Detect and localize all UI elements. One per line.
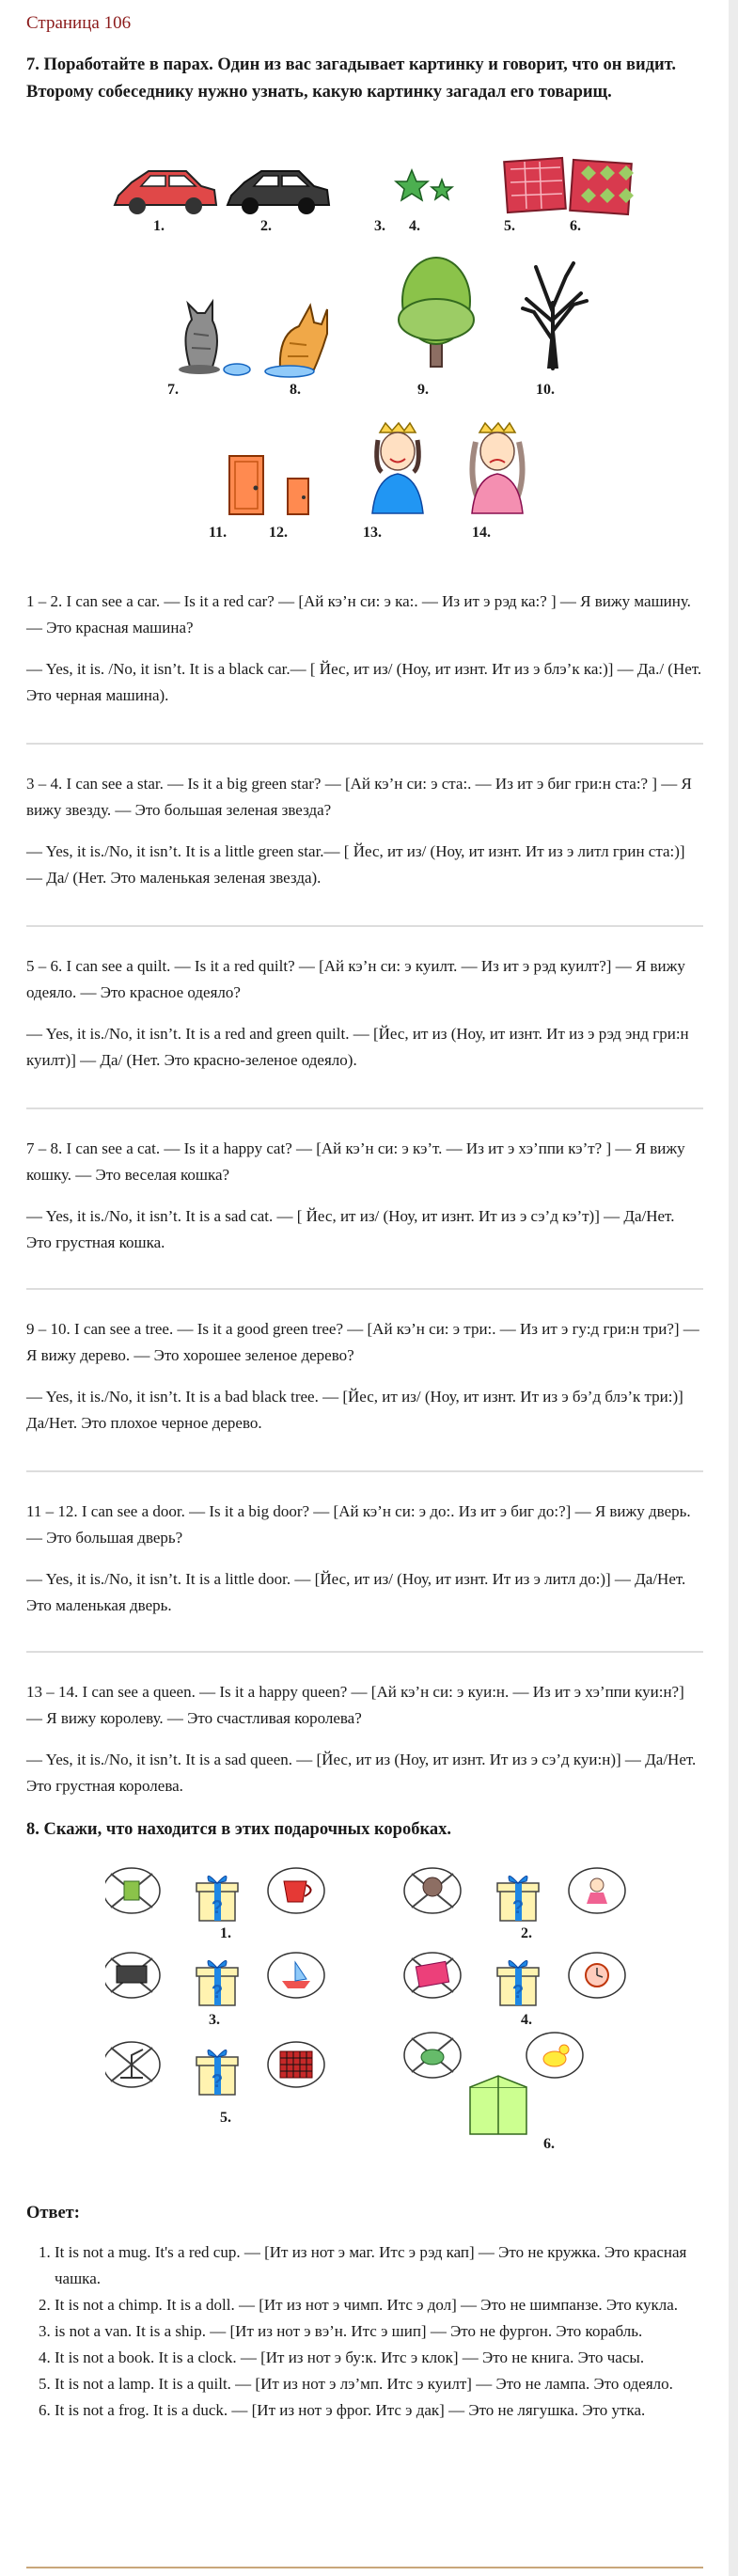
picture-label: 2. — [260, 218, 272, 234]
picture-label: 5. — [220, 2110, 231, 2126]
big-star-icon — [396, 170, 428, 200]
gift-set-2 — [404, 1868, 625, 1921]
divider — [26, 743, 703, 745]
task8-title: 8. Скажи, что находится в этих подарочных коробках. — [26, 1820, 451, 1839]
question-text: 11 – 12. I can see a door. — Is it a big door? — [Ай кэ’н си: э до:. Из ит э биг до:?] — Я вижу дверь. — Это большая дверь? — [26, 1502, 691, 1547]
answer-text: — Yes, it is./No, it isn’t. It is a little door. — [Йес, ит из/ (Ноу, ит изнт. Ит из э литл до:)] — Да/Нет. Это маленькая дверь. — [26, 1570, 686, 1614]
picture-label: 4. — [521, 2012, 532, 2028]
divider — [26, 925, 703, 927]
gift-set-5 — [105, 2042, 324, 2095]
small-star-icon — [432, 180, 452, 199]
picture-label: 3. — [374, 218, 385, 234]
picture-label: 3. — [209, 2012, 220, 2028]
picture-label: 12. — [269, 525, 288, 541]
question-text: 3 – 4. I can see a star. — Is it a big green star? — [Ай кэ’н си: э ста:. — Из ит э биг гри:н ста:? ] — Я вижу звезду. — Это большая зеленая звезда? — [26, 775, 692, 819]
happy-queen-icon — [372, 423, 423, 513]
list-item: 2. It is not a chimp. It is a doll. — [Ит из нот э чимп. Итс э дол] — Это не шимпанзе. Это кукла. — [55, 2292, 713, 2318]
scrollbar-track[interactable] — [729, 0, 738, 2576]
question-text: 7 – 8. I can see a cat. — Is it a happy cat? — [Ай кэ’н си: э кэ’т. — Из ит э хэ’ппи кэ’т? ] — Я вижу кошку. — Это веселая кошка? — [26, 1139, 685, 1184]
sad-cat-icon — [265, 306, 327, 377]
question-text: 13 – 14. I can see a queen. — Is it a happy queen? — [Ай кэ’н си: э куи:н. — Из ит э хэ’ппи куи:н?] — Я вижу королеву. — Это счастливая королева? — [26, 1683, 684, 1727]
question-text: 9 – 10. I can see a tree. — Is it a good green tree? — [Ай кэ’н си: э три:. — Из ит э гу:д гри:н три?] — Я вижу дерево. — Это хорошее зеленое дерево? — [26, 1320, 699, 1364]
gift-set-3 — [105, 1953, 324, 2005]
task7-block-7 — [26, 1679, 703, 1799]
bottom-divider — [26, 2567, 703, 2568]
picture-label: 1. — [220, 1925, 231, 1941]
task7-block-1 — [26, 589, 703, 709]
big-door-icon — [229, 456, 263, 514]
red-quilt-icon — [504, 158, 566, 212]
answer-heading: Ответ: — [26, 2204, 80, 2223]
task7-block-6 — [26, 1499, 703, 1619]
picture-label: 14. — [472, 525, 491, 541]
task8-illustration — [105, 1866, 669, 2158]
picture-label: 1. — [153, 218, 165, 234]
happy-cat-icon — [179, 302, 250, 375]
picture-label: 13. — [363, 525, 382, 541]
list-item: 4. It is not a book. It is a clock. — [Ит из нот э бу:к. Итс э клок] — Это не книга. Это часы. — [55, 2345, 713, 2371]
divider — [26, 1470, 703, 1472]
question-text: 5 – 6. I can see a quilt. — Is it a red quilt? — [Ай кэ’н си: э куилт. — Из ит э рэд куилт?] — Я вижу одеяло. — Это красное одеяло? — [26, 957, 685, 1001]
red-car-icon — [115, 171, 216, 214]
green-red-quilt-icon — [570, 160, 634, 214]
small-door-icon — [288, 479, 308, 514]
green-tree-icon — [399, 258, 474, 367]
divider — [26, 1107, 703, 1109]
picture-label: 6. — [543, 2136, 555, 2152]
gift-set-1 — [105, 1868, 324, 1921]
divider — [26, 1288, 703, 1290]
answer-text: — Yes, it is./No, it isn’t. It is a red and green quilt. — [Йес, ит из (Ноу, ит изнт. Ит из э рэд энд гри:н куилт)] — Да/ (Нет. Это красно-зеленое одеяло). — [26, 1025, 689, 1069]
picture-label: 2. — [521, 1925, 532, 1941]
list-item: 6. It is not a frog. It is a duck. — [Ит из нот э фрог. Итс э дак] — Это не лягушка. Это утка. — [55, 2397, 713, 2424]
picture-label: 6. — [570, 218, 581, 234]
answer-text: — Yes, it is./No, it isn’t. It is a sad cat. — [ Йес, ит из/ (Ноу, ит изнт. Ит из э сэ’д кэ’т)] — Да/Нет. Это грустная кошка. — [26, 1207, 675, 1251]
answers-list — [26, 2239, 713, 2424]
black-car-icon — [228, 171, 329, 214]
picture-label: 11. — [209, 525, 228, 541]
answer-text: — Yes, it is./No, it isn’t. It is a bad black tree. — [Йес, ит из/ (Ноу, ит изнт. Ит из э бэ’д блэ’к три:)] Да/Нет. Это плохое черное дерево. — [26, 1388, 683, 1432]
task7-block-3 — [26, 953, 703, 1074]
picture-label: 8. — [290, 382, 301, 398]
task7-block-2 — [26, 771, 703, 891]
list-item: 1. It is not a mug. It's a red cup. — [Ит из нот э маг. Итс э рэд кап] — Это не кружка. Это красная чашка. — [55, 2239, 713, 2292]
task7-block-5 — [26, 1316, 703, 1437]
picture-label: 5. — [504, 218, 515, 234]
list-item: 5. It is not a lamp. It is a quilt. — [Ит из нот э лэ’мп. Итс э куилт] — Это не лампа. Это одеяло. — [55, 2371, 713, 2397]
task7-illustration — [111, 150, 637, 545]
task7-block-4 — [26, 1136, 703, 1256]
gift-set-4 — [404, 1953, 625, 2005]
sad-queen-icon — [472, 423, 523, 513]
picture-label: 10. — [536, 382, 555, 398]
picture-label: 4. — [409, 218, 420, 234]
gift-set-6 — [404, 2033, 583, 2134]
answer-text: — Yes, it is. /No, it isn’t. It is a black car.— [ Йес, ит из/ (Ноу, ит изнт. Ит из э блэ’к ка:)] — Да./ (Нет. Это черная машина). — [26, 660, 702, 704]
black-tree-icon — [523, 263, 587, 369]
list-item: 3. is not a van. It is a ship. — [Ит из нот э вэ’н. Итс э шип] — Это не фургон. Это корабль. — [55, 2318, 713, 2345]
picture-label: 7. — [167, 382, 179, 398]
page-link[interactable]: Страница 106 — [26, 13, 132, 33]
answer-text: — Yes, it is./No, it isn’t. It is a sad queen. — [Йес, ит из (Ноу, ит изнт. Ит из э сэ’д куи:н)] — Да/Нет. Это грустная королева. — [26, 1751, 697, 1795]
task7-title: 7. Поработайте в парах. Один из вас загадывает картинку и говорит, что он видит. Второму собеседнику нужно узнать, какую картинку загадал его товарищ. — [26, 55, 676, 102]
picture-label: 9. — [417, 382, 429, 398]
divider — [26, 1651, 703, 1653]
answer-text: — Yes, it is./No, it isn’t. It is a little green star.— [ Йес, ит из/ (Ноу, ит изнт. Ит из э литл грин ста:)] — Да/ (Нет. Это маленькая зеленая звезда). — [26, 842, 685, 887]
question-text: 1 – 2. I can see a car. — Is it a red car? — [Ай кэ’н си: э ка:. — Из ит э рэд ка:? ] — Я вижу машину. — Это красная машина? — [26, 592, 691, 636]
